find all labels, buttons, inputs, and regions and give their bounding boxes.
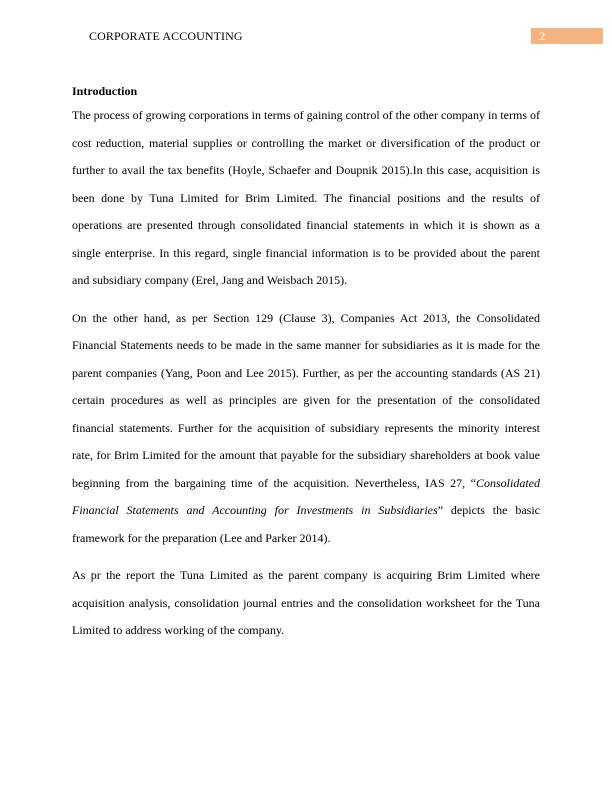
paragraph-1: The process of growing corporations in terms of gaining control of the other company in terms of cost reduction, material supplies or controlling the market or diversification of the product or further to avail the tax benefits (Hoyle, Schaefer and Doupnik 2015).In this case, acquisition is been done by Tuna Limited for Brim Limited. The financial positions and the results of operations are presented through consolidated financial statements in which it is shown as a single enterprise. In this regard, single financial information is to be provided about the parent and subsidiary company (Erel, Jang and Weisbach 2015).: [72, 108, 540, 287]
paragraph-2-text-end: ” depicts the basic framework for the preparation (Lee and Parker 2014).: [72, 503, 541, 545]
paragraph-2: [72, 305, 540, 553]
page-number: 2: [531, 28, 603, 44]
paragraph-2-text: On the other hand, as per Section 129 (Clause 3), Companies Act 2013, the Consolidated Financial Statements needs to be made in the same manner for subsidiaries as it is made for the parent companies (Yang, Poon and Lee 2015). Further, as per the accounting standards (AS 21) certain procedures as well as principles are given for the presentation of the consolidated financial statements. Further for the acquisition of subsidiary represents the minority interest rate, for Brim Limited for the amount that payable for the subsidiary shareholders at book value beginning from the bargaining time of the acquisition. Nevertheless, IAS 27, “: [72, 310, 540, 490]
page-header: [0, 0, 612, 50]
running-head-title: CORPORATE ACCOUNTING: [89, 29, 243, 43]
paragraph-3: As pr the report the Tuna Limited as the parent company is acquiring Brim Limited where acquisition analysis, consolidation journal entries and the consolidation worksheet for the Tuna Limited to address working of the company.: [72, 568, 540, 637]
document-body: [72, 80, 540, 645]
section-heading: Introduction: [72, 84, 138, 98]
paragraph-2-italic-title: Consolidated Financial Statements and Accounting for Investments in Subsidiaries: [72, 475, 540, 517]
